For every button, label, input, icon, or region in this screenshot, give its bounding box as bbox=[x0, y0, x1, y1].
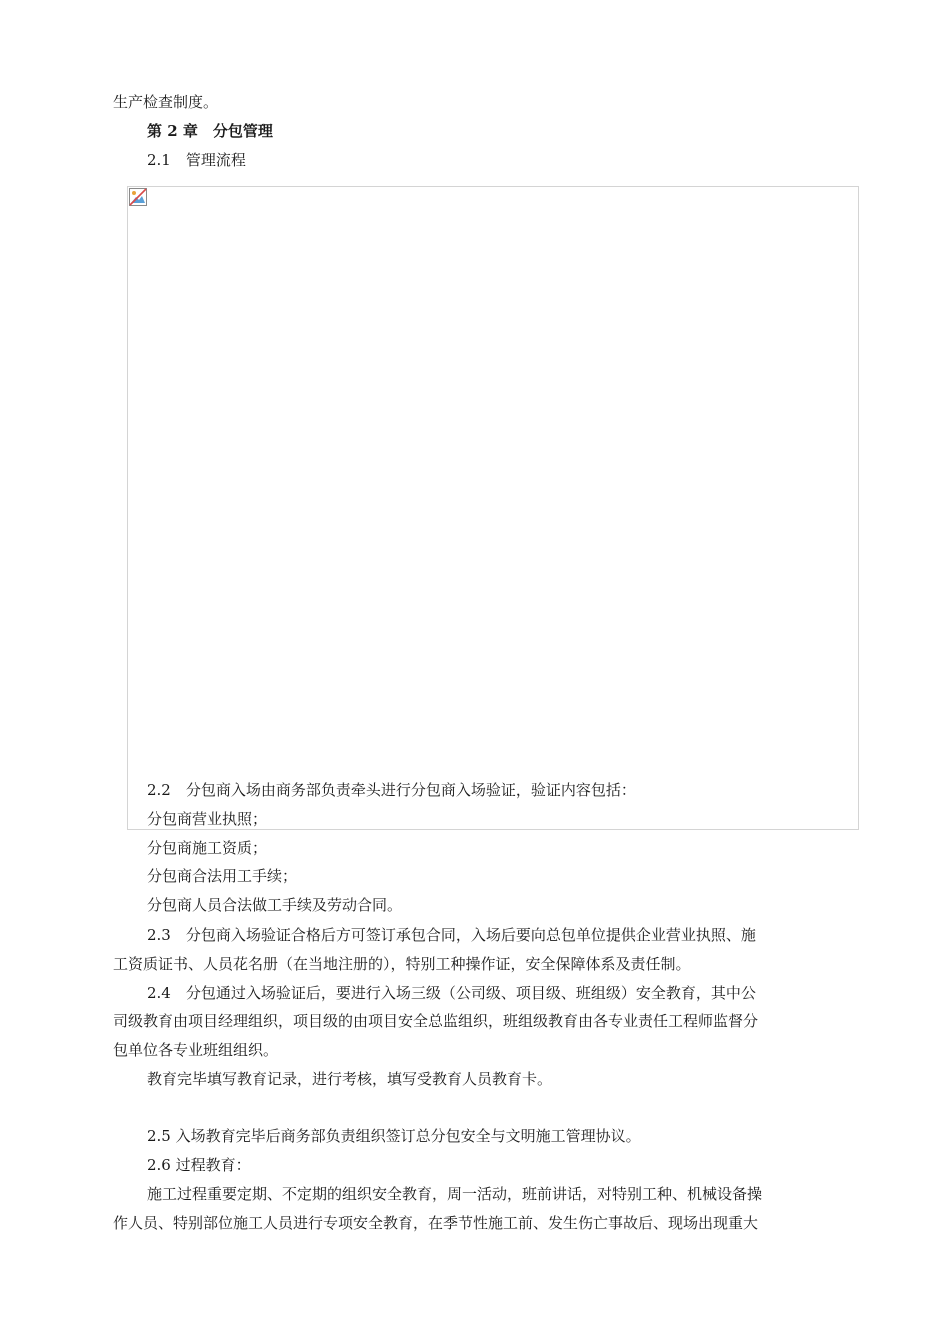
section-2-5-text: 2.5 入场教育完毕后商务部负责组织签订总分包安全与文明施工管理协议。 bbox=[147, 1127, 641, 1145]
section-2-4-line-3: 包单位各专业班组组织。 bbox=[113, 1041, 279, 1059]
broken-image-icon bbox=[129, 188, 147, 206]
section-2-4-line-1: 2.4 分包通过入场验证后，要进行入场三级（公司级、项目级、班组级）安全教育，其中公 bbox=[147, 984, 756, 1002]
process-education-line-1: 施工过程重要定期、不定期的组织安全教育，周一活动，班前讲话，对特别工种、机械设备操 bbox=[147, 1185, 763, 1203]
list-item-personnel: 分包商人员合法做工手续及劳动合同。 bbox=[147, 896, 403, 914]
section-2-2-text: 2.2 分包商入场由商务部负责牵头进行分包商入场验证，验证内容包括： bbox=[147, 781, 636, 799]
chapter-heading: 第 2 章 分包管理 bbox=[147, 122, 273, 140]
education-record-text: 教育完毕填写教育记录，进行考核，填写受教育人员教育卡。 bbox=[147, 1070, 553, 1088]
list-item-license: 分包商营业执照； bbox=[147, 810, 268, 828]
flowchart-image-placeholder bbox=[127, 186, 859, 830]
section-2-1-heading: 2.1 管理流程 bbox=[147, 151, 246, 169]
section-2-6-heading: 2.6 过程教育： bbox=[147, 1156, 251, 1174]
intro-tail-text: 生产检查制度。 bbox=[113, 93, 219, 111]
section-2-3-line-2: 工资质证书、人员花名册（在当地注册的），特别工种操作证，安全保障体系及责任制。 bbox=[113, 955, 691, 973]
list-item-legal-labor: 分包商合法用工手续； bbox=[147, 867, 298, 885]
section-2-3-line-1: 2.3 分包商入场验证合格后方可签订承包合同，入场后要向总包单位提供企业营业执照、施 bbox=[147, 926, 756, 944]
section-2-4-line-2: 司级教育由项目经理组织，项目级的由项目安全总监组织，班组级教育由各专业责任工程师监督分 bbox=[113, 1012, 759, 1030]
list-item-qualification: 分包商施工资质； bbox=[147, 839, 268, 857]
process-education-line-2: 作人员、特别部位施工人员进行专项安全教育，在季节性施工前、发生伤亡事故后、现场出现重大 bbox=[113, 1214, 759, 1232]
